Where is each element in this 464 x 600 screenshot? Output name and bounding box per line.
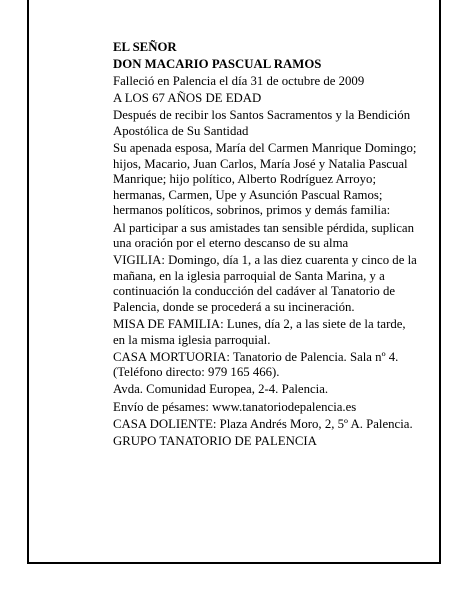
prayer-request: Al participar a sus amistades tan sensible pérdida, suplican una oración por el eterno descanso de su alma (113, 220, 414, 251)
death-statement: Falleció en Palencia el día 31 de octubre de 2009 (113, 74, 365, 89)
mortuary-address: Avda. Comunidad Europea, 2-4. Palencia. (113, 382, 329, 397)
family-mass-info: MISA DE FAMILIA: Lunes, día 2, a las siete de la tarde, en la misma iglesia parroquial. (113, 317, 406, 347)
funeral-group: GRUPO TANATORIO DE PALENCIA (113, 433, 317, 448)
obituary-notice (113, 40, 419, 451)
vigil-info: VIGILIA: Domingo, día 1, a las diez cuarenta y cinco de la mañana, en la iglesia parroquial de Santa Marina, y a continuación la conducción del cadáver al Tanatorio de Palencia, donde se procederá a su incineración. (113, 253, 417, 314)
sacraments-statement: Después de recibir los Santos Sacramentos y la Bendición Apostólica de Su Santidad (113, 108, 411, 138)
age-statement: A LOS 67 AÑOS DE EDAD (113, 91, 262, 106)
deceased-title: EL SEÑOR (113, 40, 177, 54)
deceased-name: DON MACARIO PASCUAL RAMOS (113, 57, 322, 72)
mortuary-info: CASA MORTUORIA: Tanatorio de Palencia. Sala nº 4. (Teléfono directo: 979 165 466). (113, 349, 399, 380)
condolences-website: Envío de pésames: www.tanatoriodepalencia.es (113, 399, 357, 414)
family-list: Su apenada esposa, María del Carmen Manrique Domingo; hijos, Macario, Juan Carlos, María José y Natalia Pascual Manrique; hijo político, Alberto Rodríguez Arroyo; hermanas, Carmen, Upe y Asunción Pascual Ramos; hermanos políticos, sobrinos, primos y demás familia: (113, 141, 417, 218)
mourning-house-info: CASA DOLIENTE: Plaza Andrés Moro, 2, 5º A. Palencia. (113, 416, 413, 431)
